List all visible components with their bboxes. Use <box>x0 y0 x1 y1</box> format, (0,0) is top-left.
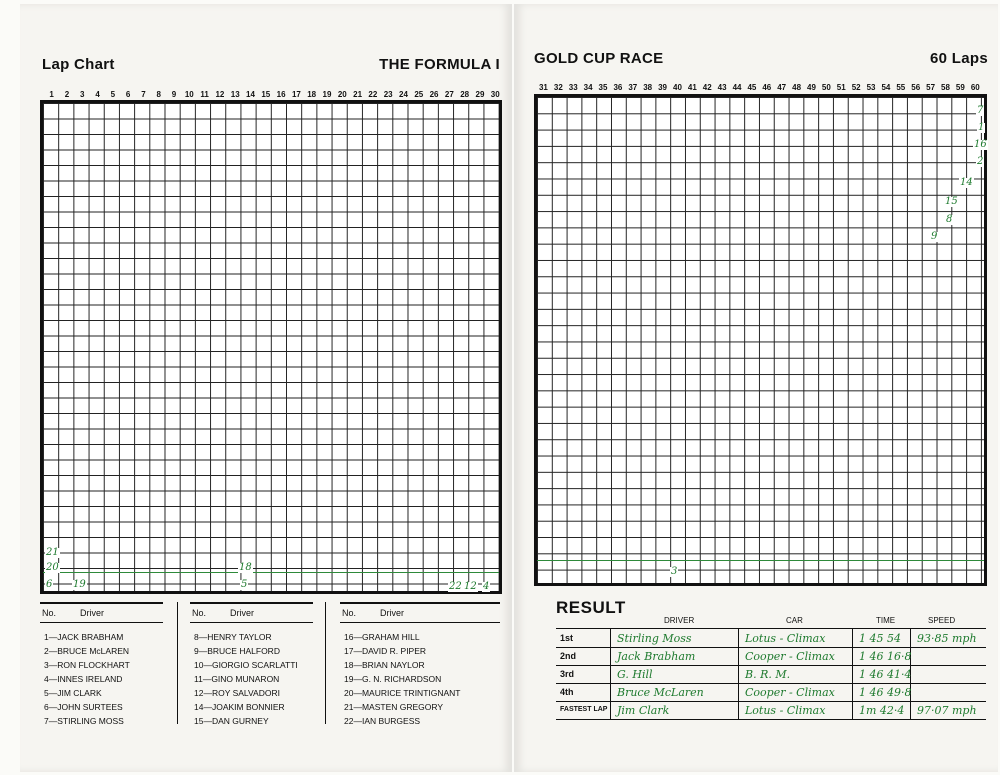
lap-number: 26 <box>429 90 439 99</box>
handwritten-position: 18 <box>239 562 252 573</box>
result-time: 1 45 54 <box>859 631 901 645</box>
rule <box>40 622 163 623</box>
driver-entry: 6—JOHN SURTEES <box>44 702 123 712</box>
result-row <box>556 647 986 666</box>
handwritten-position: 6 <box>46 579 53 590</box>
lap-number: 28 <box>460 90 470 99</box>
race-title: GOLD CUP RACE <box>534 50 664 67</box>
result-car: B. R. M. <box>745 667 791 681</box>
lap-number: 13 <box>230 90 240 99</box>
lap-number: 58 <box>941 83 950 92</box>
driver-header: Driver <box>230 608 254 618</box>
lap-number: 53 <box>866 83 876 92</box>
handwritten-position: 19 <box>73 579 86 590</box>
column-divider <box>325 602 326 724</box>
lap-number: 1 <box>49 90 54 99</box>
result-time: 1m 42·4 <box>859 703 905 717</box>
lap-number: 35 <box>598 83 608 92</box>
lap-number: 49 <box>807 83 816 92</box>
lap-number: 47 <box>777 83 787 92</box>
driver-list-col3 <box>344 630 461 728</box>
result-driver: Bruce McLaren <box>617 685 704 699</box>
result-position: FASTEST LAP <box>560 706 608 713</box>
lap-number: 56 <box>911 83 921 92</box>
laps-label: 60 Laps <box>930 50 988 67</box>
handwritten-position: 4 <box>483 581 490 592</box>
handwritten-position: 2 <box>977 156 984 167</box>
result-driver: Stirling Moss <box>617 631 692 645</box>
lap-number: 32 <box>553 83 563 92</box>
lap-number: 10 <box>184 90 194 99</box>
lap-number: 14 <box>246 90 255 99</box>
lap-number: 43 <box>717 83 727 92</box>
lap-number: 12 <box>215 90 225 99</box>
driver-entry: 10—GIORGIO SCARLATTI <box>194 660 298 670</box>
lap-number: 8 <box>156 90 161 99</box>
lap-number: 46 <box>762 83 772 92</box>
driver-entry: 22—IAN BURGESS <box>344 716 421 726</box>
lap-number: 11 <box>200 90 209 99</box>
lap-number: 18 <box>307 90 317 99</box>
result-car: Lotus - Climax <box>745 631 826 645</box>
lap-number: 27 <box>444 90 454 99</box>
lap-number: 52 <box>851 83 861 92</box>
lap-number: 48 <box>792 83 802 92</box>
result-driver: Jim Clark <box>617 703 670 717</box>
lap-number: 59 <box>955 83 965 92</box>
lap-number: 3 <box>80 90 85 99</box>
result-time: 1 46 41·4 <box>859 667 911 681</box>
lap-number: 40 <box>673 83 682 92</box>
result-speed: 97·07 mph <box>917 703 977 717</box>
lap-number: 25 <box>414 90 424 99</box>
lap-number: 15 <box>261 90 271 99</box>
result-row <box>556 683 986 702</box>
lap-number: 7 <box>141 90 146 99</box>
lap-number: 57 <box>926 83 936 92</box>
lap-number: 42 <box>702 83 712 92</box>
handwritten-position: 8 <box>946 214 953 225</box>
result-time: 1 46 16·8 <box>859 649 911 663</box>
left-page <box>20 4 512 772</box>
lap-number: 37 <box>628 83 638 92</box>
rule <box>40 602 163 604</box>
result-car: Cooper - Climax <box>745 685 835 699</box>
rule <box>340 622 500 623</box>
result-driver: Jack Brabham <box>617 649 696 663</box>
driver-entry: 19—G. N. RICHARDSON <box>344 674 442 684</box>
driver-entry: 11—GINO MUNARON <box>194 674 280 684</box>
lap-number: 16 <box>276 90 286 99</box>
lap-number: 54 <box>881 83 891 92</box>
no-header: No. <box>42 608 57 618</box>
handwritten-position: 14 <box>960 177 973 188</box>
result-row <box>556 665 986 684</box>
lap-number: 36 <box>613 83 623 92</box>
driver-list-col1 <box>44 630 130 728</box>
rule <box>340 602 500 604</box>
rule <box>190 602 313 604</box>
lap-number: 20 <box>337 90 347 99</box>
lap-number: 34 <box>583 83 593 92</box>
green-ink-line <box>537 560 984 561</box>
driver-entry: 8—HENRY TAYLOR <box>194 632 272 642</box>
lap-number: 29 <box>475 90 485 99</box>
lap-number: 21 <box>353 90 363 99</box>
lap-number: 50 <box>821 83 831 92</box>
lap-number: 24 <box>399 90 408 99</box>
driver-entry: 16—GRAHAM HILL <box>344 632 420 642</box>
lap-chart-grid-right <box>534 94 987 586</box>
driver-entry: 7—STIRLING MOSS <box>44 716 124 726</box>
lap-number: 30 <box>490 90 500 99</box>
handwritten-position: 12 <box>464 581 477 592</box>
driver-list-col2 <box>194 630 298 728</box>
lap-number: 22 <box>368 90 378 99</box>
result-speed: 93·85 mph <box>917 631 977 645</box>
lap-number: 19 <box>322 90 332 99</box>
result-row <box>556 629 986 648</box>
driver-entry: 14—JOAKIM BONNIER <box>194 702 285 712</box>
right-page <box>514 4 998 772</box>
lap-chart-grid-left <box>40 100 502 594</box>
result-position: 4th <box>560 687 574 697</box>
driver-entry: 18—BRIAN NAYLOR <box>344 660 425 670</box>
handwritten-position: 15 <box>945 196 958 207</box>
result-title: RESULT <box>556 598 626 617</box>
driver-entry: 3—RON FLOCKHART <box>44 660 130 670</box>
driver-entry: 9—BRUCE HALFORD <box>194 646 280 656</box>
column-divider <box>177 602 178 724</box>
lap-number: 41 <box>687 83 697 92</box>
formula-title: THE FORMULA I <box>379 56 500 73</box>
driver-entry: 4—INNES IRELAND <box>44 674 123 684</box>
driver-entry: 17—DAVID R. PIPER <box>344 646 427 656</box>
lap-number: 45 <box>747 83 757 92</box>
result-driver-header: DRIVER <box>664 616 695 625</box>
lap-number: 39 <box>658 83 668 92</box>
handwritten-position: 9 <box>931 231 938 242</box>
driver-entry: 15—DAN GURNEY <box>194 716 269 726</box>
lap-number: 38 <box>643 83 653 92</box>
handwritten-position: 5 <box>241 579 248 590</box>
lap-number: 31 <box>538 83 548 92</box>
lap-number-row-left <box>44 90 503 99</box>
driver-entry: 21—MASTEN GREGORY <box>344 702 444 712</box>
result-car: Cooper - Climax <box>745 649 835 663</box>
result-car: Lotus - Climax <box>745 703 826 717</box>
result-time: 1 46 49·8 <box>859 685 911 699</box>
driver-entry: 12—ROY SALVADORI <box>194 688 280 698</box>
lap-number-row-right <box>536 83 983 92</box>
lap-number: 4 <box>95 90 100 99</box>
lap-number: 2 <box>64 90 70 99</box>
driver-header: Driver <box>380 608 404 618</box>
result-time-header: TIME <box>876 616 896 625</box>
handwritten-position: 16 <box>974 139 987 150</box>
lap-number: 60 <box>970 83 980 92</box>
handwritten-position: 20 <box>46 562 59 573</box>
handwritten-position: 3 <box>671 566 678 577</box>
lap-number: 33 <box>568 83 578 92</box>
driver-entry: 5—JIM CLARK <box>44 688 102 698</box>
lap-number: 51 <box>836 83 846 92</box>
result-car-header: CAR <box>786 616 803 625</box>
result-position: 2nd <box>560 651 577 661</box>
handwritten-position: 1 <box>978 122 985 133</box>
result-speed-header: SPEED <box>928 616 956 625</box>
green-ink-line <box>43 572 499 573</box>
lap-chart-title: Lap Chart <box>42 56 115 73</box>
lap-number: 5 <box>110 90 116 99</box>
result-position: 1st <box>560 633 574 643</box>
lap-number: 6 <box>125 90 131 99</box>
no-header: No. <box>342 608 357 618</box>
no-header: No. <box>192 608 207 618</box>
result-position: 3rd <box>560 669 575 679</box>
result-driver: G. Hill <box>617 667 653 681</box>
driver-entry: 20—MAURICE TRINTIGNANT <box>344 688 461 698</box>
driver-header: Driver <box>80 608 104 618</box>
lap-number: 17 <box>291 90 301 99</box>
handwritten-position: 21 <box>46 547 59 558</box>
lap-number: 44 <box>732 83 742 92</box>
driver-entry: 1—JACK BRABHAM <box>44 632 124 642</box>
lap-number: 9 <box>171 90 177 99</box>
rule <box>190 622 313 623</box>
handwritten-position: 22 <box>449 581 462 592</box>
driver-entry: 2—BRUCE McLAREN <box>44 646 130 656</box>
lap-number: 55 <box>896 83 906 92</box>
lap-number: 23 <box>383 90 393 99</box>
result-row <box>556 701 986 720</box>
handwritten-position: 7 <box>977 105 984 116</box>
